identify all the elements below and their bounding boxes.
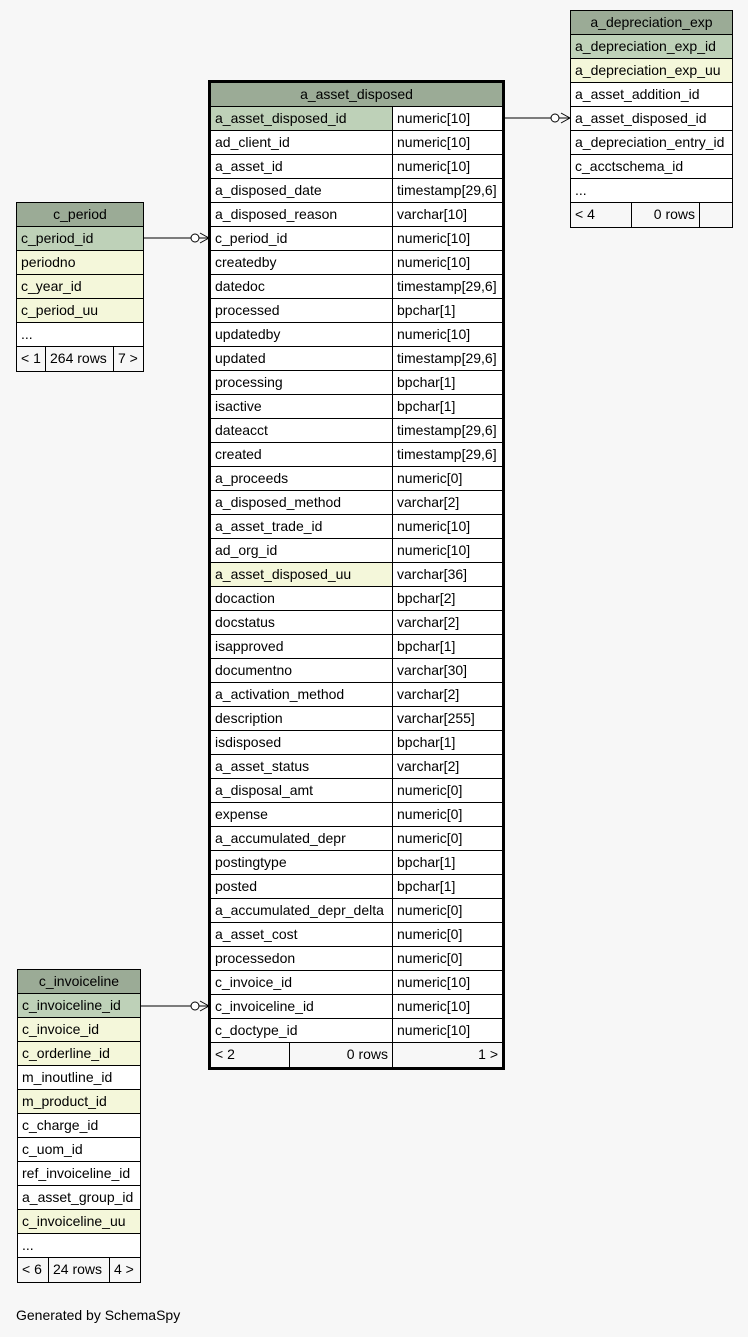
column-type: varchar[2] [393, 611, 502, 634]
table-column-row[interactable] [571, 83, 732, 107]
column-name: ... [17, 323, 143, 346]
column-name: created [211, 443, 393, 466]
column-name: ... [571, 179, 732, 202]
table-column-row[interactable] [211, 443, 502, 467]
table-column-row[interactable] [571, 107, 732, 131]
column-name: dateacct [211, 419, 393, 442]
table-column-row[interactable] [211, 515, 502, 539]
column-name: ... [18, 1234, 140, 1257]
table-column-row[interactable] [211, 923, 502, 947]
column-name: a_asset_disposed_uu [211, 563, 393, 586]
column-type: timestamp[29,6] [393, 347, 502, 370]
column-name: a_asset_disposed_id [211, 107, 393, 130]
table-column-row[interactable] [571, 155, 732, 179]
column-name: c_charge_id [18, 1114, 140, 1137]
table-column-row[interactable] [17, 227, 143, 251]
table-column-row[interactable] [211, 155, 502, 179]
table-column-row[interactable] [18, 1186, 140, 1210]
table-column-row[interactable] [211, 467, 502, 491]
column-type: numeric[10] [393, 539, 502, 562]
table-column-row[interactable] [211, 851, 502, 875]
column-type: bpchar[1] [393, 395, 502, 418]
column-type: bpchar[1] [393, 875, 502, 898]
column-name: isdisposed [211, 731, 393, 754]
table-column-row[interactable] [18, 994, 140, 1018]
table-column-row[interactable] [17, 323, 143, 347]
column-name: c_invoiceline_uu [18, 1210, 140, 1233]
table-column-row[interactable] [211, 707, 502, 731]
column-type: numeric[10] [393, 107, 502, 130]
table-column-row[interactable] [18, 1162, 140, 1186]
column-type: timestamp[29,6] [393, 179, 502, 202]
column-name: a_asset_disposed_id [571, 107, 732, 130]
column-type: numeric[10] [393, 515, 502, 538]
column-type: numeric[0] [393, 803, 502, 826]
column-type: numeric[10] [393, 227, 502, 250]
column-type: numeric[0] [393, 827, 502, 850]
table-column-row[interactable] [211, 395, 502, 419]
column-type: bpchar[1] [393, 851, 502, 874]
footer-child-count: 1 > [393, 1043, 502, 1067]
column-name: processed [211, 299, 393, 322]
column-name: a_proceeds [211, 467, 393, 490]
table-column-row[interactable] [211, 731, 502, 755]
column-name: processing [211, 371, 393, 394]
relation-depreciation-exp [505, 113, 570, 123]
column-name: postingtype [211, 851, 393, 874]
footer-row-count: 0 rows [290, 1043, 393, 1067]
table-column-row[interactable] [211, 299, 502, 323]
footer-parent-count: < 2 [211, 1043, 290, 1067]
generated-by-note: Generated by SchemaSpy [16, 1307, 181, 1323]
footer-parent-count: < 1 [17, 347, 46, 371]
column-type: bpchar[1] [393, 371, 502, 394]
table-column-row[interactable] [211, 755, 502, 779]
table-column-row[interactable] [211, 1019, 502, 1043]
table-column-row[interactable] [211, 971, 502, 995]
column-type: bpchar[1] [393, 731, 502, 754]
column-name: description [211, 707, 393, 730]
column-type: varchar[10] [393, 203, 502, 226]
table-column-row[interactable] [211, 419, 502, 443]
column-type: numeric[0] [393, 923, 502, 946]
column-type: numeric[0] [393, 947, 502, 970]
table-column-row[interactable] [211, 683, 502, 707]
table-c-invoiceline[interactable] [17, 969, 141, 1283]
table-column-row[interactable] [211, 227, 502, 251]
table-column-row[interactable] [211, 611, 502, 635]
column-name: a_activation_method [211, 683, 393, 706]
table-column-row[interactable] [211, 947, 502, 971]
table-column-row[interactable] [17, 275, 143, 299]
table-column-row[interactable] [571, 35, 732, 59]
table-column-row[interactable] [211, 803, 502, 827]
table-a-depreciation-exp[interactable] [570, 10, 733, 228]
table-column-row[interactable] [211, 539, 502, 563]
column-name: a_asset_addition_id [571, 83, 732, 106]
table-footer [571, 203, 732, 227]
column-name: c_uom_id [18, 1138, 140, 1161]
column-type: bpchar[2] [393, 587, 502, 610]
relation-c-invoiceline [141, 1001, 209, 1011]
table-title[interactable]: a_depreciation_exp [571, 11, 732, 35]
column-type: numeric[10] [393, 971, 502, 994]
table-column-row[interactable] [211, 203, 502, 227]
table-column-row[interactable] [571, 179, 732, 203]
footer-parent-count: < 4 [571, 203, 632, 227]
column-type: timestamp[29,6] [393, 275, 502, 298]
column-name: c_period_id [211, 227, 393, 250]
column-name: updatedby [211, 323, 393, 346]
table-column-row[interactable] [211, 251, 502, 275]
column-name: periodno [17, 251, 143, 274]
table-column-row[interactable] [211, 131, 502, 155]
column-type: varchar[2] [393, 755, 502, 778]
table-footer [211, 1043, 502, 1067]
table-column-row[interactable] [211, 371, 502, 395]
table-footer [17, 347, 143, 371]
column-name: c_period_uu [17, 299, 143, 322]
table-column-row[interactable] [18, 1138, 140, 1162]
column-type: varchar[30] [393, 659, 502, 682]
table-column-row[interactable] [211, 659, 502, 683]
column-name: m_inoutline_id [18, 1066, 140, 1089]
column-type: bpchar[1] [393, 635, 502, 658]
column-name: datedoc [211, 275, 393, 298]
table-c-period[interactable] [16, 202, 144, 372]
column-type: numeric[10] [393, 131, 502, 154]
column-type: numeric[10] [393, 155, 502, 178]
column-name: a_depreciation_entry_id [571, 131, 732, 154]
table-column-row[interactable] [18, 1042, 140, 1066]
column-name: posted [211, 875, 393, 898]
column-type: numeric[0] [393, 467, 502, 490]
table-column-row[interactable] [571, 59, 732, 83]
table-column-row[interactable] [18, 1210, 140, 1234]
footer-child-count: 4 > [110, 1258, 140, 1282]
footer-row-count: 0 rows [632, 203, 700, 227]
column-type: numeric[10] [393, 323, 502, 346]
column-name: a_accumulated_depr [211, 827, 393, 850]
column-type: numeric[0] [393, 899, 502, 922]
table-column-row[interactable] [211, 995, 502, 1019]
column-name: c_invoice_id [211, 971, 393, 994]
column-type: varchar[36] [393, 563, 502, 586]
table-column-row[interactable] [18, 1114, 140, 1138]
column-type: numeric[0] [393, 779, 502, 802]
column-type: timestamp[29,6] [393, 443, 502, 466]
column-name: c_period_id [17, 227, 143, 250]
column-type: bpchar[1] [393, 299, 502, 322]
column-name: a_depreciation_exp_id [571, 35, 732, 58]
table-column-row[interactable] [211, 563, 502, 587]
column-type: varchar[2] [393, 491, 502, 514]
column-name: processedon [211, 947, 393, 970]
table-title[interactable]: c_invoiceline [18, 970, 140, 994]
footer-child-count: 7 > [114, 347, 143, 371]
column-name: a_disposed_method [211, 491, 393, 514]
table-column-row[interactable] [211, 635, 502, 659]
table-column-row[interactable] [571, 131, 732, 155]
column-name: c_doctype_id [211, 1019, 393, 1042]
column-name: ad_client_id [211, 131, 393, 154]
column-name: a_asset_trade_id [211, 515, 393, 538]
column-name: a_accumulated_depr_delta [211, 899, 393, 922]
column-name: ref_invoiceline_id [18, 1162, 140, 1185]
column-type: varchar[2] [393, 683, 502, 706]
column-name: docstatus [211, 611, 393, 634]
table-column-row[interactable] [211, 827, 502, 851]
column-name: isactive [211, 395, 393, 418]
column-name: a_asset_id [211, 155, 393, 178]
column-name: c_orderline_id [18, 1042, 140, 1065]
column-name: a_asset_cost [211, 923, 393, 946]
footer-row-count: 24 rows [49, 1258, 110, 1282]
table-column-row[interactable] [211, 275, 502, 299]
table-footer [18, 1258, 140, 1282]
table-column-row[interactable] [18, 1090, 140, 1114]
table-column-row[interactable] [211, 179, 502, 203]
column-type: timestamp[29,6] [393, 419, 502, 442]
footer-row-count: 264 rows [46, 347, 114, 371]
column-name: docaction [211, 587, 393, 610]
table-column-row[interactable] [17, 299, 143, 323]
column-name: m_product_id [18, 1090, 140, 1113]
column-name: c_invoiceline_id [211, 995, 393, 1018]
table-column-row[interactable] [211, 779, 502, 803]
column-name: c_invoice_id [18, 1018, 140, 1041]
table-title[interactable]: a_asset_disposed [211, 83, 502, 107]
table-column-row[interactable] [211, 587, 502, 611]
column-name: isapproved [211, 635, 393, 658]
column-name: c_year_id [17, 275, 143, 298]
column-name: a_asset_status [211, 755, 393, 778]
column-name: a_disposed_date [211, 179, 393, 202]
table-column-row[interactable] [211, 347, 502, 371]
table-column-row[interactable] [18, 1018, 140, 1042]
column-type: varchar[255] [393, 707, 502, 730]
table-column-row[interactable] [211, 323, 502, 347]
table-column-row[interactable] [211, 875, 502, 899]
column-name: a_depreciation_exp_uu [571, 59, 732, 82]
column-name: ad_org_id [211, 539, 393, 562]
column-type: numeric[10] [393, 251, 502, 274]
column-name: c_invoiceline_id [18, 994, 140, 1017]
column-name: a_disposed_reason [211, 203, 393, 226]
column-name: a_disposal_amt [211, 779, 393, 802]
table-a-asset-disposed[interactable] [208, 80, 505, 1070]
column-type: numeric[10] [393, 995, 502, 1018]
relation-c-period [144, 233, 209, 243]
table-column-row[interactable] [211, 107, 502, 131]
column-name: expense [211, 803, 393, 826]
table-column-row[interactable] [18, 1066, 140, 1090]
column-name: createdby [211, 251, 393, 274]
footer-child-count [700, 203, 732, 227]
table-column-row[interactable] [18, 1234, 140, 1258]
column-name: c_acctschema_id [571, 155, 732, 178]
column-name: a_asset_group_id [18, 1186, 140, 1209]
table-column-row[interactable] [211, 899, 502, 923]
table-column-row[interactable] [211, 491, 502, 515]
column-name: documentno [211, 659, 393, 682]
column-name: updated [211, 347, 393, 370]
footer-parent-count: < 6 [18, 1258, 49, 1282]
column-type: numeric[10] [393, 1019, 502, 1042]
table-title[interactable]: c_period [17, 203, 143, 227]
table-column-row[interactable] [17, 251, 143, 275]
